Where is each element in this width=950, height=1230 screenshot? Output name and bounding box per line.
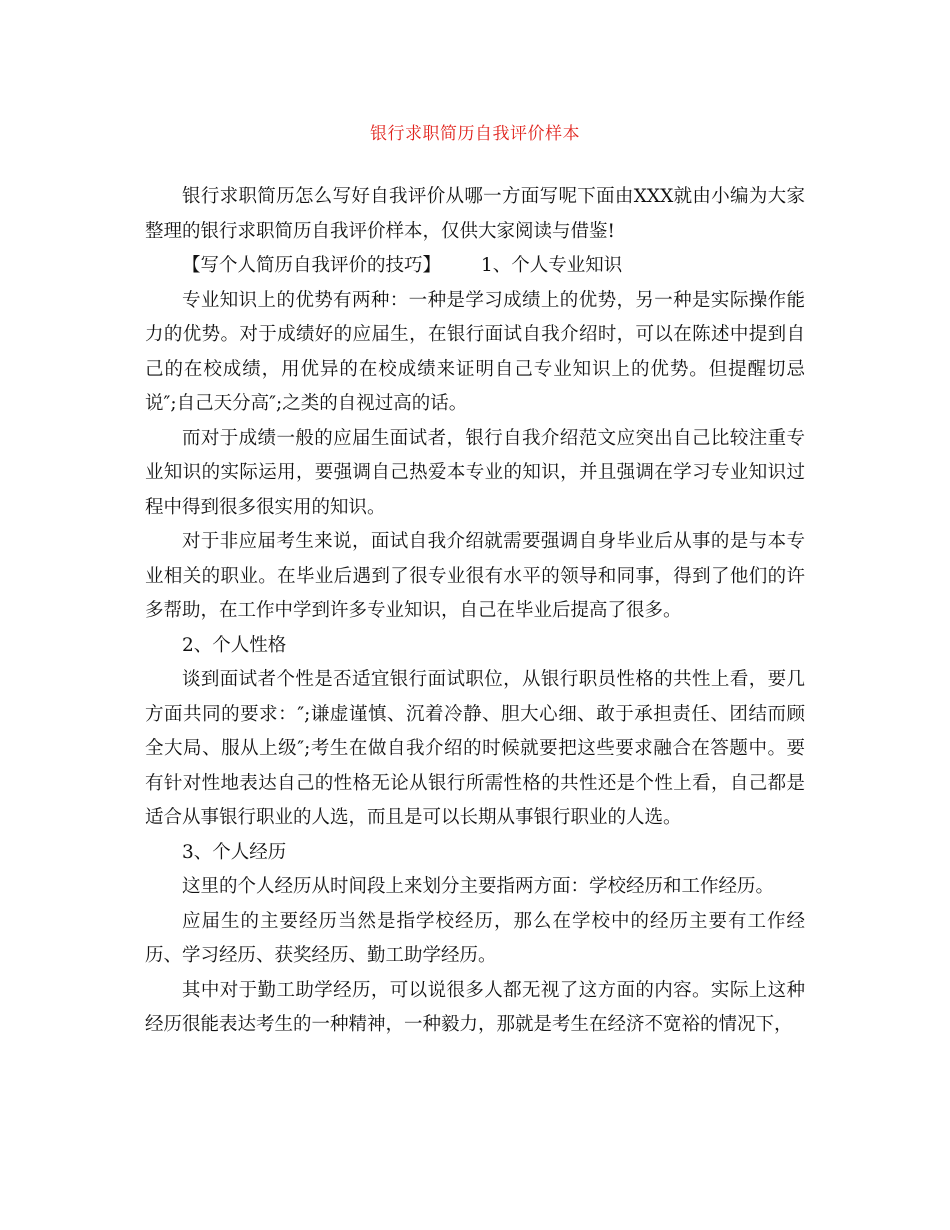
body-paragraph: 专业知识上的优势有两种：一种是学习成绩上的优势，另一种是实际操作能力的优势。对于成绩好的应届生，在银行面试自我介绍时，可以在陈述中提到自己的在校成绩，用优异的在校成绩来证明自己专业知识上的优势。但提醒切忌说″;自己天分高″;之类的自视过高的话。 <box>145 289 805 414</box>
tips-heading-line <box>145 249 805 284</box>
body-paragraph: 对于非应届考生来说，面试自我介绍就需要强调自身毕业后从事的是与本专业相关的职业。在毕业后遇到了很专业很有水平的领导和同事，得到了他们的许多帮助，在工作中学到许多专业知识，自己在毕业后提高了很多。 <box>145 531 805 621</box>
tips-heading: 【写个人简历自我评价的技巧】 <box>182 255 442 276</box>
body-paragraph: 应届生的主要经历当然是指学校经历，那么在学校中的经历主要有工作经历、学习经历、获奖经历、勤工助学经历。 <box>145 910 805 966</box>
section-heading-1: 1、个人专业知识 <box>481 255 623 276</box>
intro-paragraph: 银行求职简历怎么写好自我评价从哪一方面写呢下面由XXX就由小编为大家整理的银行求职简历自我评价样本，仅供大家阅读与借鉴! <box>145 186 805 242</box>
document-body <box>145 180 805 1043</box>
section-heading-2: 2、个人性格 <box>182 634 287 656</box>
body-paragraph: 谈到面试者个性是否适宜银行面试职位，从银行职员性格的共性上看，要几方面共同的要求：″;谦虚谨慎、沉着冷静、胆大心细、敢于承担责任、团结而顾全大局、服从上级″;考生在做自我介绍的时候就要把这些要求融合在答题中。要有针对性地表达自己的性格无论从银行所需性格的共性还是个性上看，自己都是适合从事银行职业的人选，而且是可以长期从事银行职业的人选。 <box>145 669 805 828</box>
section-heading-3: 3、个人经历 <box>182 841 287 863</box>
body-paragraph: 其中对于勤工助学经历，可以说很多人都无视了这方面的内容。实际上这种经历很能表达考生的一种精神，一种毅力，那就是考生在经济不宽裕的情况下， <box>145 979 805 1035</box>
body-paragraph: 这里的个人经历从时间段上来划分主要指两方面：学校经历和工作经历。 <box>182 876 775 897</box>
document-title: 银行求职简历自我评价样本 <box>370 124 580 144</box>
body-paragraph: 而对于成绩一般的应届生面试者，银行自我介绍范文应突出自己比较注重专业知识的实际运用，要强调自己热爱本专业的知识，并且强调在学习专业知识过程中得到很多很实用的知识。 <box>145 427 805 518</box>
